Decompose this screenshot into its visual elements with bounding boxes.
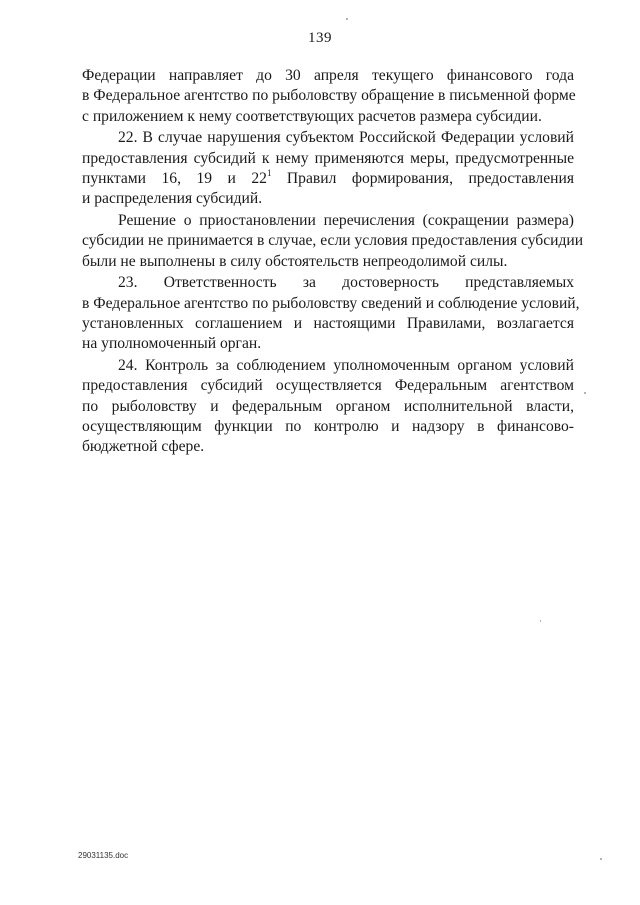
text-line: бюджетной сфере. (82, 438, 205, 456)
paragraph-continuation (82, 66, 574, 127)
page-number: 139 (308, 30, 332, 46)
paragraph-item-23 (82, 273, 580, 354)
text-line: 22. В случае нарушения субъектом Российской Федерации условий (118, 129, 574, 147)
scan-speck (540, 620, 541, 622)
text-fragment: Правил формирования, предоставления (271, 169, 574, 187)
text-line: предоставления субсидий осуществляется Федеральным агентством (82, 377, 574, 395)
text-fragment: пунктами 16, 19 и 22 (82, 169, 267, 187)
scan-speck (346, 18, 348, 20)
text-line: Федерации направляет до 30 апреля текущего финансового года (82, 67, 574, 84)
paragraph-item-22 (82, 128, 574, 209)
text-line: предоставления субсидий к нему применяются меры, предусмотренные (82, 149, 574, 167)
text-line: по рыболовству и федеральным органом исполнительной власти, (82, 397, 574, 415)
scan-speck (584, 392, 586, 394)
document-body (82, 66, 584, 459)
paragraph-item-22-decision (82, 211, 584, 272)
text-line: 23. Ответственность за достоверность представляемых (118, 274, 574, 292)
text-line: Решение о приостановлении перечисления (сокращении размера) (118, 212, 574, 230)
text-line: были не выполнены в силу обстоятельств непреодолимой силы. (82, 252, 508, 270)
text-line: в Федеральное агентство по рыболовству обращение в письменной форме (82, 87, 576, 105)
text-line: осуществляющим функции по контролю и надзору в финансово- (82, 418, 574, 436)
text-line: в Федеральное агентство по рыболовству сведений и соблюдение условий, (82, 294, 580, 312)
text-line-with-superscript (82, 169, 574, 189)
file-reference: 29031135.doc (78, 851, 129, 860)
scan-speck (600, 858, 602, 860)
paragraph-item-24 (82, 356, 574, 457)
text-line: субсидии не принимается в случае, если условия предоставления субсидии (82, 232, 584, 250)
text-line: 24. Контроль за соблюдением уполномоченным органом условий (118, 357, 574, 375)
text-line: с приложением к нему соответствующих расчетов размера субсидии. (82, 107, 542, 125)
text-line: и распределения субсидий. (82, 190, 263, 208)
superscript: 1 (266, 167, 272, 178)
text-line: установленных соглашением и настоящими Правилами, возлагается (82, 315, 574, 333)
text-line: на уполномоченный орган. (82, 335, 262, 353)
